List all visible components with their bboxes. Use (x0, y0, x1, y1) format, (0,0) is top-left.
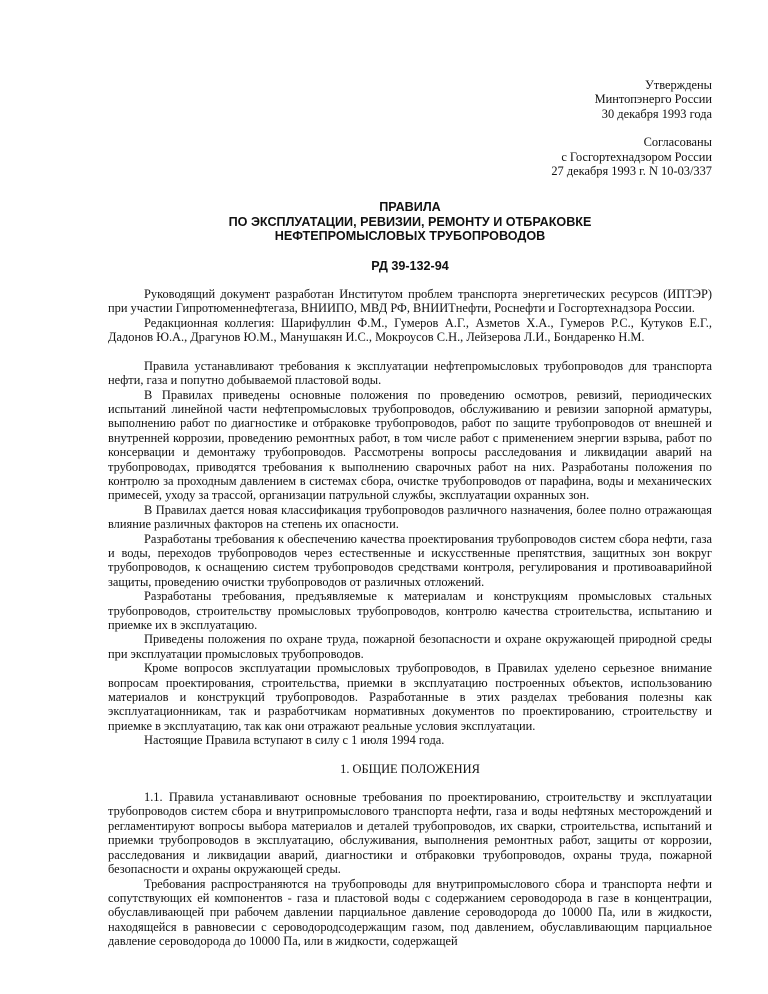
intro-paragraph: Руководящий документ разработан Институтом проблем транспорта энергетических ресурсов (ИПТЭР) при участии Гипротюменнефтегаза, ВНИИПО, МВД РФ, ВНИИТнефти, Роснефти и Госгортехнадзора России. (108, 287, 712, 316)
title-line-1: ПРАВИЛА (379, 200, 441, 215)
summary-paragraph: Кроме вопросов эксплуатации промысловых трубопроводов, в Правилах уделено серьезное внимание вопросам проектирования, строительства, приемки в эксплуатацию построенных объектов, использованию материалов и конструкций трубопроводов. Разработанные в этих разделах требования полезны как эксплуатационникам, так и разработчикам нормативных документов по проектированию, строительству и приемке в эксплуатацию, так как они отражают реальные условия эксплуатации. (108, 661, 712, 733)
agreed-by-line: с Госгортехнадзором России (561, 149, 712, 164)
document-page (108, 78, 712, 949)
approved-date-line: 30 декабря 1993 года (601, 106, 712, 121)
title-line-2: ПО ЭКСПЛУАТАЦИИ, РЕВИЗИИ, РЕМОНТУ И ОТБРАКОВКЕ (228, 214, 592, 229)
section-paragraph: 1.1. Правила устанавливают основные требования по проектированию, строительству и эксплуатации трубопроводов систем сбора и внутрипромыслового транспорта нефти, газа и воды нефтяных месторождений и регламентируют вопросы выбора материалов и деталей трубопроводов, их сварки, строительства, испытаний и приемки трубопроводов в эксплуатацию, обслуживания, выполнения ремонтных работ, защиты от коррозии, расследования и ликвидации аварий, диагностики и отбраковки трубопроводов, охраны труда, пожарной безопасности и охраны окружающей среды. (108, 790, 712, 877)
summary-paragraph: Правила устанавливают требования к эксплуатации нефтепромысловых трубопроводов для транспорта нефти, газа и попутно добываемой пластовой воды. (108, 358, 712, 388)
editorial-board-paragraph: Редакционная коллегия: Шарифуллин Ф.М., Гумеров А.Г., Азметов Х.А., Гумеров Р.С., Кутуков Е.Г., Дадонов Ю.А., Драгунов Ю.М., Манушакян И.С., Мокроусов С.Н., Лейзерова Л.И., Бондаренко Н.М. (108, 315, 712, 345)
summary-paragraph: В Правилах дается новая классификация трубопроводов различного назначения, более полно отражающая влияние различных факторов на степень их опасности. (108, 502, 712, 532)
approved-by-line: Минтопэнерго России (594, 92, 712, 107)
agreed-date-line: 27 декабря 1993 г. N 10-03/337 (551, 164, 712, 179)
summary-paragraph: Настоящие Правила вступают в силу с 1 июля 1994 года. (144, 733, 445, 748)
approval-block (108, 78, 712, 178)
title-line-3: НЕФТЕПРОМЫСЛОВЫХ ТРУБОПРОВОДОВ (274, 229, 546, 244)
document-code: РД 39-132-94 (371, 258, 449, 273)
summary-paragraph: Разработаны требования к обеспечению качества проектирования трубопроводов систем сбора нефти, газа и воды, переходов трубопроводов через естественные и искусственные препятствия, защитных зон вокруг трубопроводов, к оснащению систем трубопроводов средствами контроля, регулирования и противоаварийной защиты, проведению очистки трубопроводов от различных отложений. (108, 531, 712, 589)
summary-paragraph: В Правилах приведены основные положения по проведению осмотров, ревизий, периодических испытаний линейной части нефтепромысловых трубопроводов, обслуживанию и ревизии запорной арматуры, выполнению работ по диагностике и отбраковке трубопроводов, работ по защите трубопроводов от внешней и внутренней коррозии, проведению ремонтных работ, в том числе работ с применением энергии взрыва, работ по консервации и демонтажу трубопроводов. Рассмотрены вопросы расследования и ликвидации аварий на трубопроводах, приводятся требования к выполнению сварочных работ на них. Разработаны положения по контролю за проходным давлением в системах сбора, очистке трубопроводов от парафина, воды и механических примесей, уходу за трассой, организации патрульной службы, эксплуатации охранных зон. (108, 387, 712, 503)
section-heading: 1. ОБЩИЕ ПОЛОЖЕНИЯ (340, 761, 480, 776)
section-paragraph: Требования распространяются на трубопроводы для внутрипромыслового сбора и транспорта нефти и сопутствующих ей компонентов - газа и пластовой воды с содержанием сероводорода в газе в концентрации, обуславливающей при рабочем давлении парциальное давление сероводорода до 10000 Па, или в жидкости, находящейся в равновесии с сероводородсодержащим газом, под давлением, обуславливающим парциальное давление сероводорода до 10000 Па, или в жидкости, содержащей (108, 876, 712, 949)
summary-paragraph: Приведены положения по охране труда, пожарной безопасности и охране окружающей природной среды при эксплуатации промысловых трубопроводов. (108, 632, 712, 661)
document-title (108, 200, 712, 243)
summary-paragraph: Разработаны требования, предъявляемые к материалам и конструкциям промысловых стальных трубопроводов, строительству промысловых трубопроводов, контролю качества строительства, испытанию и приемке их в эксплуатацию. (108, 589, 712, 632)
agreed-line: Согласованы (643, 135, 712, 150)
approved-line: Утверждены (645, 78, 712, 92)
